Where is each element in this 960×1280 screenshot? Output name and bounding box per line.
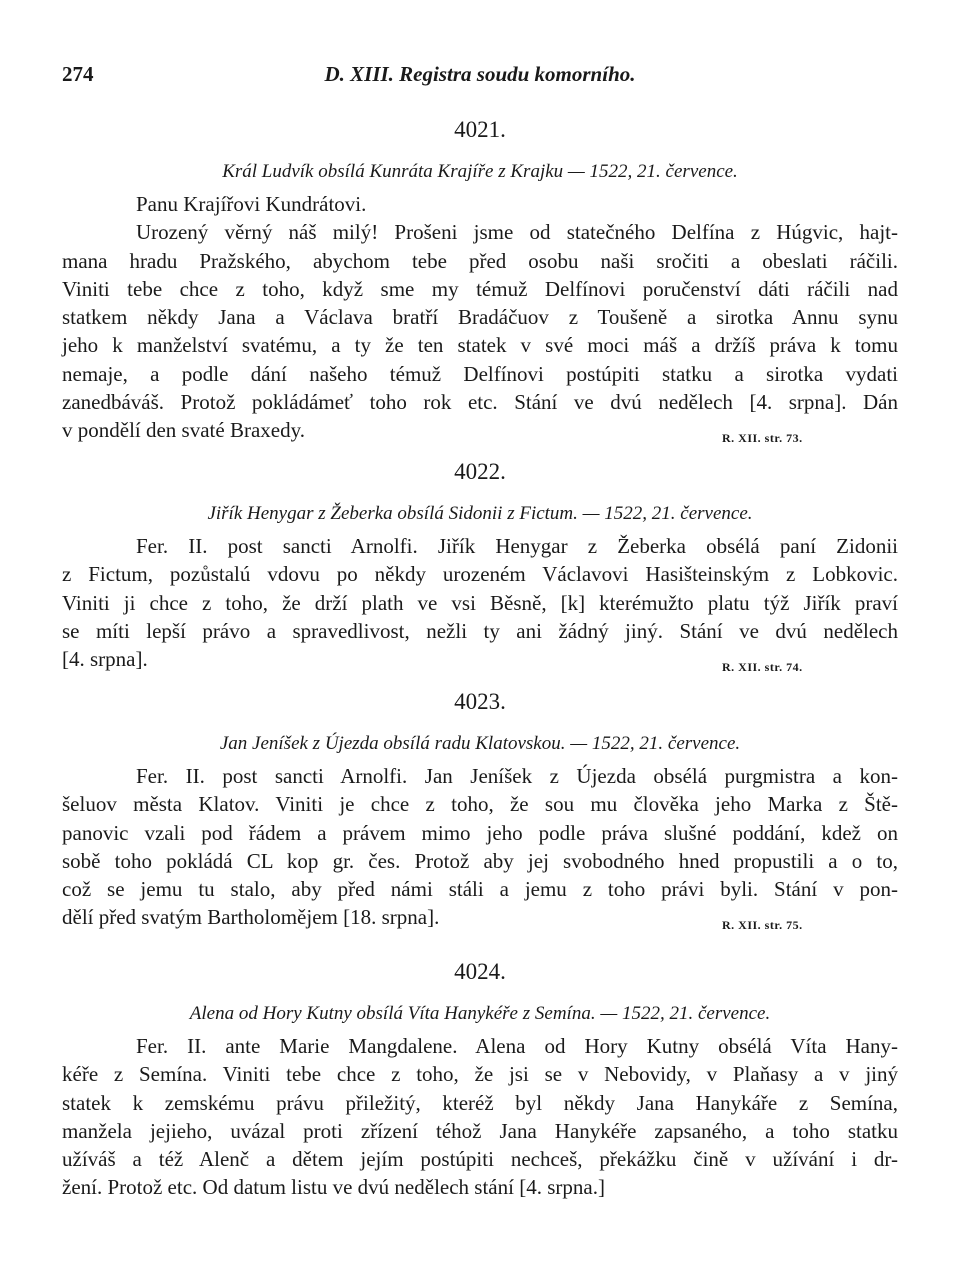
text-line: manžela jejieho, uvázal proti zřízení téhož Jana Hanykéře zapsaného, a toho statku bbox=[62, 1118, 898, 1143]
text-line bbox=[62, 645, 898, 673]
text-line: šeluov města Klatov. Viniti je chce z toho, že sou mu člověka jeho Marka z Ště- bbox=[62, 792, 898, 817]
text-line: zanedbáváš. Protož pokládámeť toho rok etc. Stání ve dvú nedělech [4. srpna]. Dán bbox=[62, 390, 898, 415]
entry-number: 4021. bbox=[454, 117, 506, 142]
text-line: kéře z Semína. Viniti tebe chce z toho, že jsi se v Nebovidy, v Plaňasy a v jiný bbox=[62, 1062, 898, 1087]
text-line bbox=[62, 903, 898, 931]
running-head bbox=[62, 62, 898, 92]
text-line: nemaje, a podle dání našeho témuž Delfínovi postúpiti statku a sirotka vydati bbox=[62, 361, 898, 386]
text-line: Fer. II. post sancti Arnolfi. Jan Jeníšek z Újezda obsélá purgmistra a kon- bbox=[136, 764, 898, 788]
entry-heading: Král Ludvík obsílá Kunráta Krajíře z Krajku — 1522, 21. července. bbox=[222, 161, 738, 182]
text-line bbox=[62, 416, 898, 444]
entry-4024 bbox=[62, 958, 898, 1202]
text-line: se míti lepší právo a spravedlivost, nežli ty ani žádný jiný. Stání ve dvú nedělech bbox=[62, 618, 898, 643]
text-line: Fer. II. ante Marie Mangdalene. Alena od Hory Kutny obsélá Víta Hany- bbox=[136, 1034, 898, 1058]
text-line: z Fictum, pozůstalú vdovu po někdy urozeném Václavovi Hasišteinským z Lobkovic. bbox=[62, 562, 898, 587]
salutation: Panu Krajířovi Kundrátovi. bbox=[136, 192, 367, 216]
text-line: mana hradu Pražského, abychom tebe před osobu naši sročiti a obeslati ráčili. bbox=[62, 248, 898, 273]
entry-heading: Jan Jeníšek z Újezda obsílá radu Klatovskou. — 1522, 21. července. bbox=[219, 733, 741, 754]
text-line: jeho k manželství svatému, a ty že ten statek v své moci máš a držíš práva k tomu bbox=[62, 333, 898, 358]
register-reference: R. XII. str. 74. bbox=[722, 660, 803, 675]
running-head-title: D. XIII. Registra soudu komorního. bbox=[324, 62, 636, 86]
entry-4022 bbox=[62, 458, 898, 673]
text-line: statek k zemskému právu přiležitý, kteréž byl někdy Jana Hanykáře z Semína, bbox=[62, 1090, 898, 1115]
entry-4021 bbox=[62, 116, 898, 445]
register-reference: R. XII. str. 73. bbox=[722, 431, 803, 446]
text-line: žení. Protož etc. Od datum listu ve dvú nedělech stání [4. srpna.] bbox=[62, 1175, 605, 1200]
text-line: což se jemu tu stalo, aby před námi stáli a jemu z toho právi byli. Stání v pon- bbox=[62, 877, 898, 902]
text-line: Urozený věrný náš milý! Prošeni jsme od statečného Delfína z Húgvic, hajt- bbox=[136, 220, 898, 245]
text-line: Viniti tebe chce z toho, když sme my témuž Delfínovi poručenství dáti ráčili nad bbox=[62, 276, 898, 301]
text-line-last: [4. srpna]. bbox=[62, 647, 148, 672]
entry-heading: Alena od Hory Kutny obsílá Víta Hanykéře z Semína. — 1522, 21. července. bbox=[189, 1003, 771, 1024]
entry-heading: Jiřík Henygar z Žeberka obsílá Sidonii z Fictum. — 1522, 21. července. bbox=[207, 503, 753, 524]
text-line: statkem někdy Jana a Václava bratří Bradáčuov z Toušeně a sirotka Annu synu bbox=[62, 305, 898, 330]
text-line: panovic vzali pod řádem a právem mimo jeho podle práva slušné poddání, kdež on bbox=[62, 820, 898, 845]
text-line-last: dělí před svatým Bartholomějem [18. srpna]. bbox=[62, 905, 440, 930]
entry-4023 bbox=[62, 688, 898, 932]
text-line: Fer. II. post sancti Arnolfi. Jiřík Henygar z Žeberka obsélá paní Zidonii bbox=[136, 534, 898, 558]
entry-number: 4024. bbox=[454, 959, 506, 984]
text-line-last: v pondělí den svaté Braxedy. bbox=[62, 418, 305, 443]
text-line: sobě toho pokládá CL kop gr. čes. Protož aby jej svobodného hned propustili a o to, bbox=[62, 848, 898, 873]
text-line: Viniti ji chce z toho, že drží plath ve vsi Běsně, [k] kterémužto platu týž Jiřík praví bbox=[62, 590, 898, 615]
page-number: 274 bbox=[62, 62, 94, 86]
register-reference: R. XII. str. 75. bbox=[722, 918, 803, 933]
entry-number: 4023. bbox=[454, 689, 506, 714]
entry-number: 4022. bbox=[454, 459, 506, 484]
text-line: užíváš a též Alenč a dětem jejím postúpiti nechceš, překážku čině v užívání i dr- bbox=[62, 1147, 898, 1172]
